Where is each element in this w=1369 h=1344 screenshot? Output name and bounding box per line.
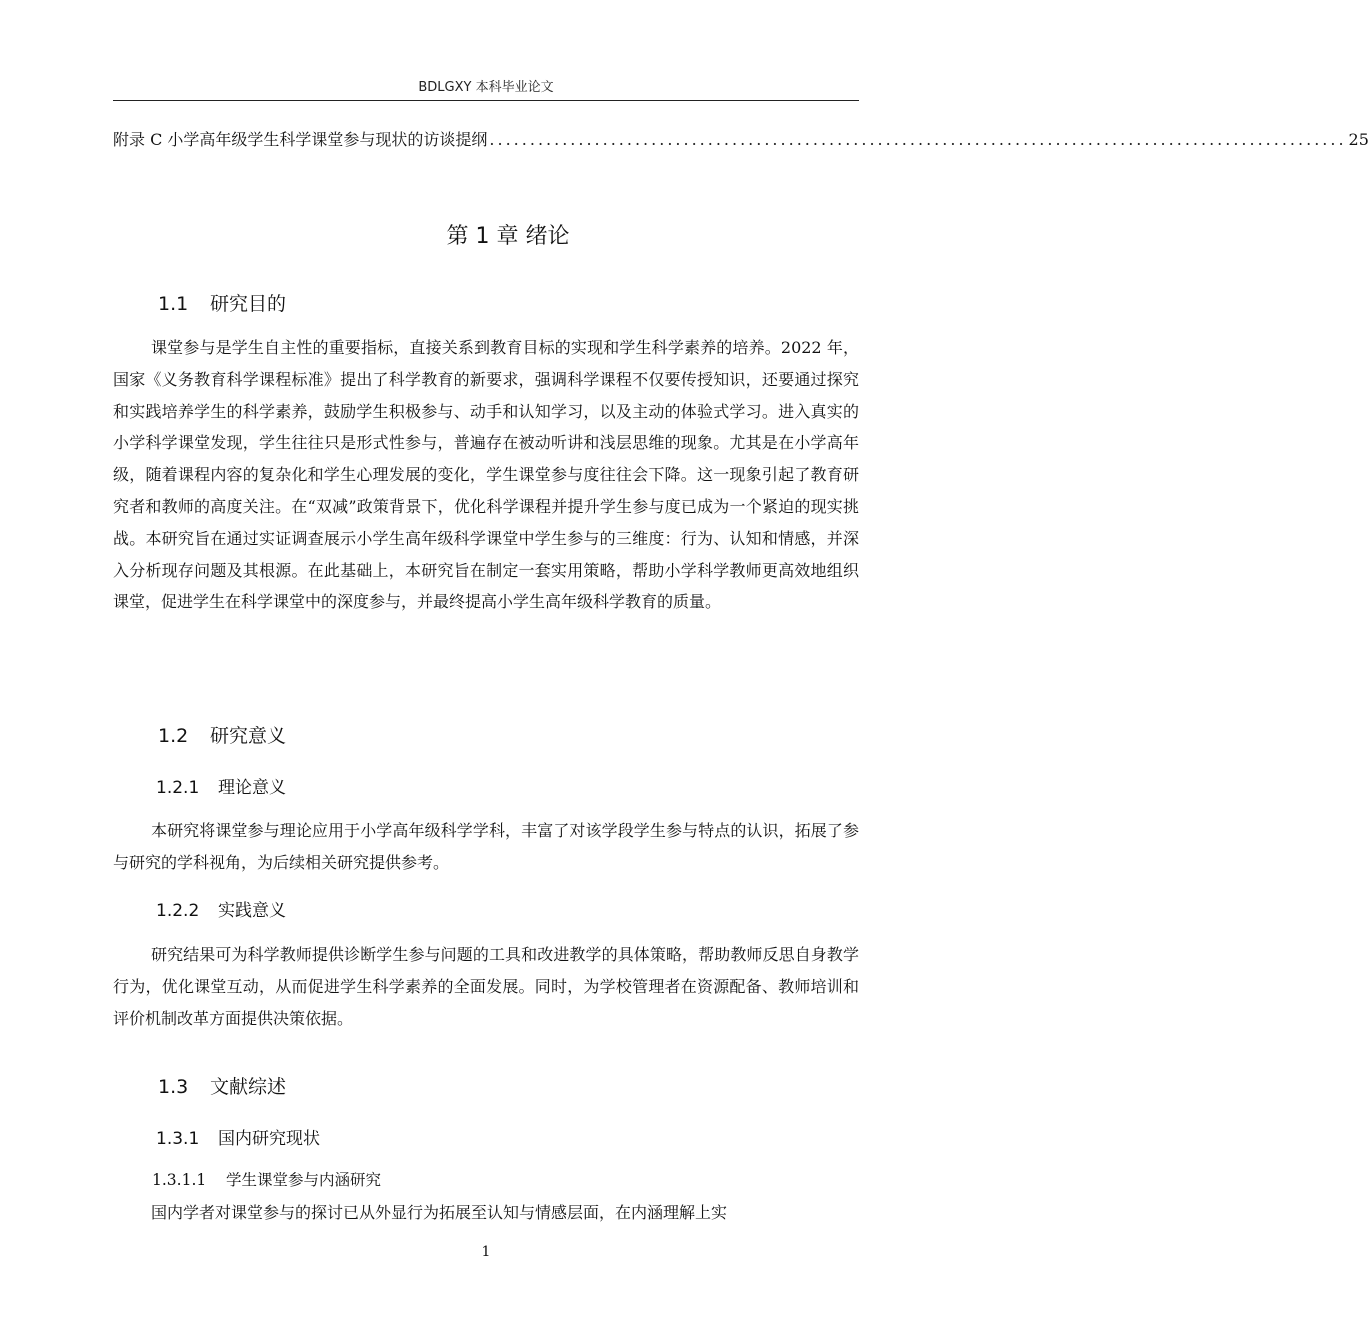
- section-number: 1.3.1: [156, 1129, 200, 1149]
- section-heading-1-2-1: [156, 775, 286, 801]
- paragraph-theoretical-significance: 本研究将课堂参与理论应用于小学高年级科学学科，丰富了对该学段学生参与特点的认识，拓展了参与研究的学科视角，为后续相关研究提供参考。: [113, 821, 859, 872]
- chapter-title: 第 1 章 绪论: [446, 224, 570, 249]
- toc-leader-dots: ..........................................................................................................: [489, 130, 1347, 149]
- section-title: 研究意义: [210, 725, 287, 747]
- section-number: 1.2.1: [156, 778, 200, 798]
- section-number: 1.2: [158, 725, 189, 747]
- section-title: 实践意义: [218, 901, 286, 921]
- page-number: 1: [481, 1244, 491, 1260]
- section-heading-1-1: [158, 290, 286, 318]
- section-heading-1-2-2: [156, 898, 286, 924]
- section-title: 文献综述: [210, 1076, 287, 1098]
- section-heading-1-3-1-1: [152, 1168, 381, 1192]
- section-heading-1-2: [158, 722, 286, 750]
- section-title: 理论意义: [218, 778, 286, 798]
- toc-entry-label: 附录 C 小学高年级学生科学课堂参与现状的访谈提纲: [113, 130, 488, 149]
- section-title: 研究目的: [210, 293, 287, 315]
- section-heading-1-3-1: [156, 1126, 320, 1152]
- header-title: BDLGXY 本科毕业论文: [418, 80, 554, 95]
- section-number: 1.3.1.1: [152, 1171, 207, 1189]
- page-footer: [113, 1242, 859, 1262]
- toc-entry[interactable]: [113, 128, 1369, 152]
- paragraph-domestic-research: 国内学者对课堂参与的探讨已从外显行为拓展至认知与情感层面，在内涵理解上实: [151, 1203, 728, 1222]
- toc-entry-page: 25: [1348, 130, 1369, 149]
- section-number: 1.1: [158, 293, 189, 315]
- paragraph-research-purpose: 课堂参与是学生自主性的重要指标，直接关系到教育目标的实现和学生科学素养的培养。2022 年，国家《义务教育科学课程标准》提出了科学教育的新要求，强调科学课程不仅要传授知识，还要通过探究和实践培养学生的科学素养，鼓励学生积极参与、动手和认知学习，以及主动的体验式学习。进入真实的小学科学课堂发现，学生往往只是形式性参与，普遍存在被动听讲和浅层思维的现象。尤其是在小学高年级，随着课程内容的复杂化和学生心理发展的变化，学生课堂参与度往往会下降。这一现象引起了教育研究者和教师的高度关注。在“双减”政策背景下，优化科学课程并提升学生参与度已成为一个紧迫的现实挑战。本研究旨在通过实证调查展示小学生高年级科学课堂中学生参与的三维度：行为、认知和情感，并深入分析现存问题及其根源。在此基础上，本研究旨在制定一套实用策略，帮助小学科学教师更高效地组织课堂，促进学生在科学课堂中的深度参与，并最终提高小学生高年级科学教育的质量。: [113, 338, 859, 612]
- section-heading-1-3: [158, 1073, 286, 1101]
- header-divider: [113, 100, 859, 101]
- section-title: 学生课堂参与内涵研究: [226, 1171, 382, 1189]
- page-header: [113, 78, 859, 100]
- paragraph-practical-significance: 研究结果可为科学教师提供诊断学生参与问题的工具和改进教学的具体策略，帮助教师反思自身教学行为，优化课堂互动，从而促进学生科学素养的全面发展。同时，为学校管理者在资源配备、教师培训和评价机制改革方面提供决策依据。: [113, 945, 859, 1028]
- section-number: 1.2.2: [156, 901, 200, 921]
- section-title: 国内研究现状: [218, 1129, 320, 1149]
- section-number: 1.3: [158, 1076, 189, 1098]
